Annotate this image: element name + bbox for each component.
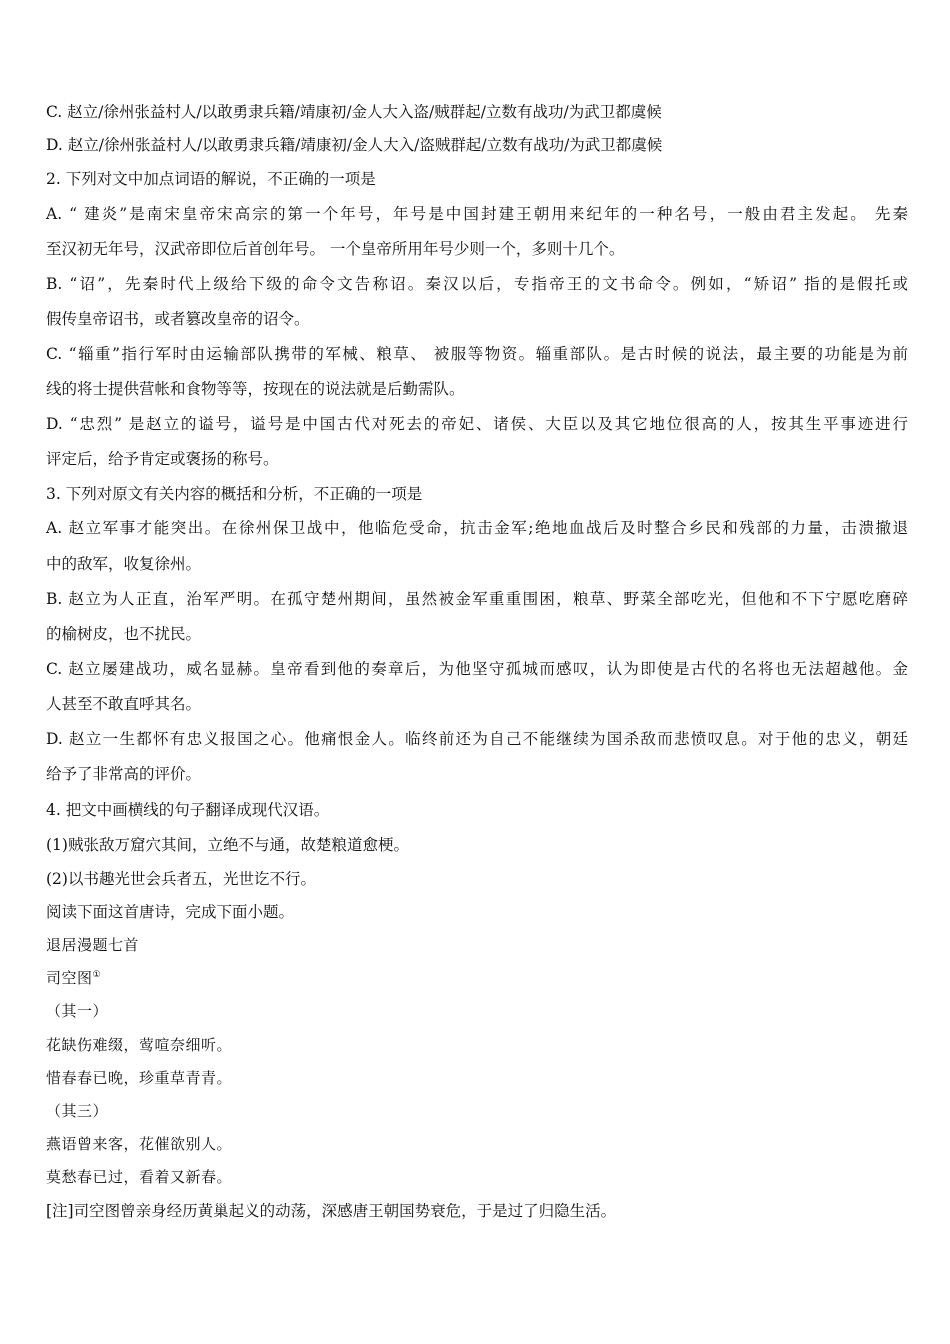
q2-option-d-line1: D. “忠烈” 是赵立的谥号，谥号是中国古代对死去的帝妃、诸侯、大臣以及其它地位很高的人，按其生平事迹进行: [46, 415, 908, 433]
q3-option-d-line2: 给予了非常高的评价。: [46, 765, 202, 783]
q3-option-c-line2: 人甚至不敢直呼其名。: [46, 695, 202, 713]
q3-option-c-line1: C. 赵立屡建战功，威名显赫。皇帝看到他的奏章后，为他坚守孤城而感叹，认为即使是古代的名将也无法超越他。金: [46, 660, 908, 678]
poem-part3-line2: 莫愁春已过，看着又新春。: [46, 1168, 233, 1186]
q3-option-b-line2: 的榆树皮，也不扰民。: [46, 625, 202, 643]
poem-part3-label: （其三）: [46, 1102, 109, 1120]
poem-note: [注]司空图曾亲身经历黄巢起义的动荡，深感唐王朝国势衰危，于是过了归隐生活。: [46, 1202, 617, 1220]
q3-option-d-line1: D. 赵立一生都怀有忠义报国之心。他痛恨金人。临终前还为自己不能继续为国杀敌而悲愤叹息。对于他的忠义，朝廷: [46, 730, 908, 748]
q3-option-a-line2: 中的敌军，收复徐州。: [46, 555, 202, 573]
poem-author-line: [46, 968, 908, 988]
q2-option-a-line1: A. “ 建炎”是南宋皇帝宋高宗的第一个年号，年号是中国封建王朝用来纪年的一种名号，一般由君主发起。 先秦: [46, 205, 908, 223]
poem-part1-line2: 惜春春已晚，珍重草青青。: [46, 1069, 233, 1087]
q1-option-c: C. 赵立/徐州张益村人/以敢勇隶兵籍/靖康初/金人大入盗/贼群起/立数有战功/为武卫都虞候: [46, 103, 662, 121]
q3-option-b-line1: B. 赵立为人正直，治军严明。在孤守楚州期间，虽然被金军重重围困，粮草、野菜全部吃光，但他和不下宁愿吃磨碎: [46, 590, 908, 608]
q3-option-a-line1: A. 赵立军事才能突出。在徐州保卫战中，他临危受命，抗击金军;绝地血战后及时整合乡民和残部的力量，击溃撤退: [46, 519, 908, 537]
poem-title: 退居漫题七首: [46, 936, 140, 954]
q4-sentence-2: (2)以书趣光世会兵者五，光世讫不行。: [46, 870, 316, 888]
q1-option-d: D. 赵立/徐州张益村人/以敢勇隶兵籍/靖康初/金人大入/盗贼群起/立数有战功/为武卫都虞候: [46, 136, 663, 154]
q2-option-c-line1: C. “辎重”指行军时由运输部队携带的军械、粮草、 被服等物资。辎重部队。是古时候的说法，最主要的功能是为前: [46, 345, 908, 363]
poem-part3-line1: 燕语曾来客，花催欲别人。: [46, 1135, 233, 1153]
q2-option-b-line2: 假传皇帝诏书，或者篡改皇帝的诏令。: [46, 310, 310, 328]
q4-stem: 4. 把文中画横线的句子翻译成现代汉语。: [46, 801, 330, 819]
q3-stem: 3. 下列对原文有关内容的概括和分析，不正确的一项是: [46, 485, 423, 503]
poem-part1-line1: 花缺伤难缀，莺喧奈细听。: [46, 1036, 233, 1054]
poem-author: 司空图: [46, 969, 93, 987]
poem-intro: 阅读下面这首唐诗，完成下面小题。: [46, 903, 295, 921]
q2-stem: 2. 下列对文中加点词语的解说，不正确的一项是: [46, 170, 376, 188]
q2-option-b-line1: B. “诏”，先秦时代上级给下级的命令文告称诏。秦汉以后，专指帝王的文书命令。例如，“矫诏” 指的是假托或: [46, 275, 908, 293]
q4-sentence-1: (1)贼张敌万窟穴其间，立绝不与通，故楚粮道愈梗。: [46, 836, 409, 854]
q2-option-d-line2: 评定后，给予肯定或褒扬的称号。: [46, 450, 279, 468]
footnote-marker: ①: [92, 970, 102, 980]
q2-option-a-line2: 至汉初无年号，汉武帝即位后首创年号。 一个皇帝所用年号少则一个，多则十几个。: [46, 240, 625, 258]
q2-option-c-line2: 线的将士提供营帐和食物等等，按现在的说法就是后勤需队。: [46, 380, 465, 398]
poem-part1-label: （其一）: [46, 1002, 109, 1020]
